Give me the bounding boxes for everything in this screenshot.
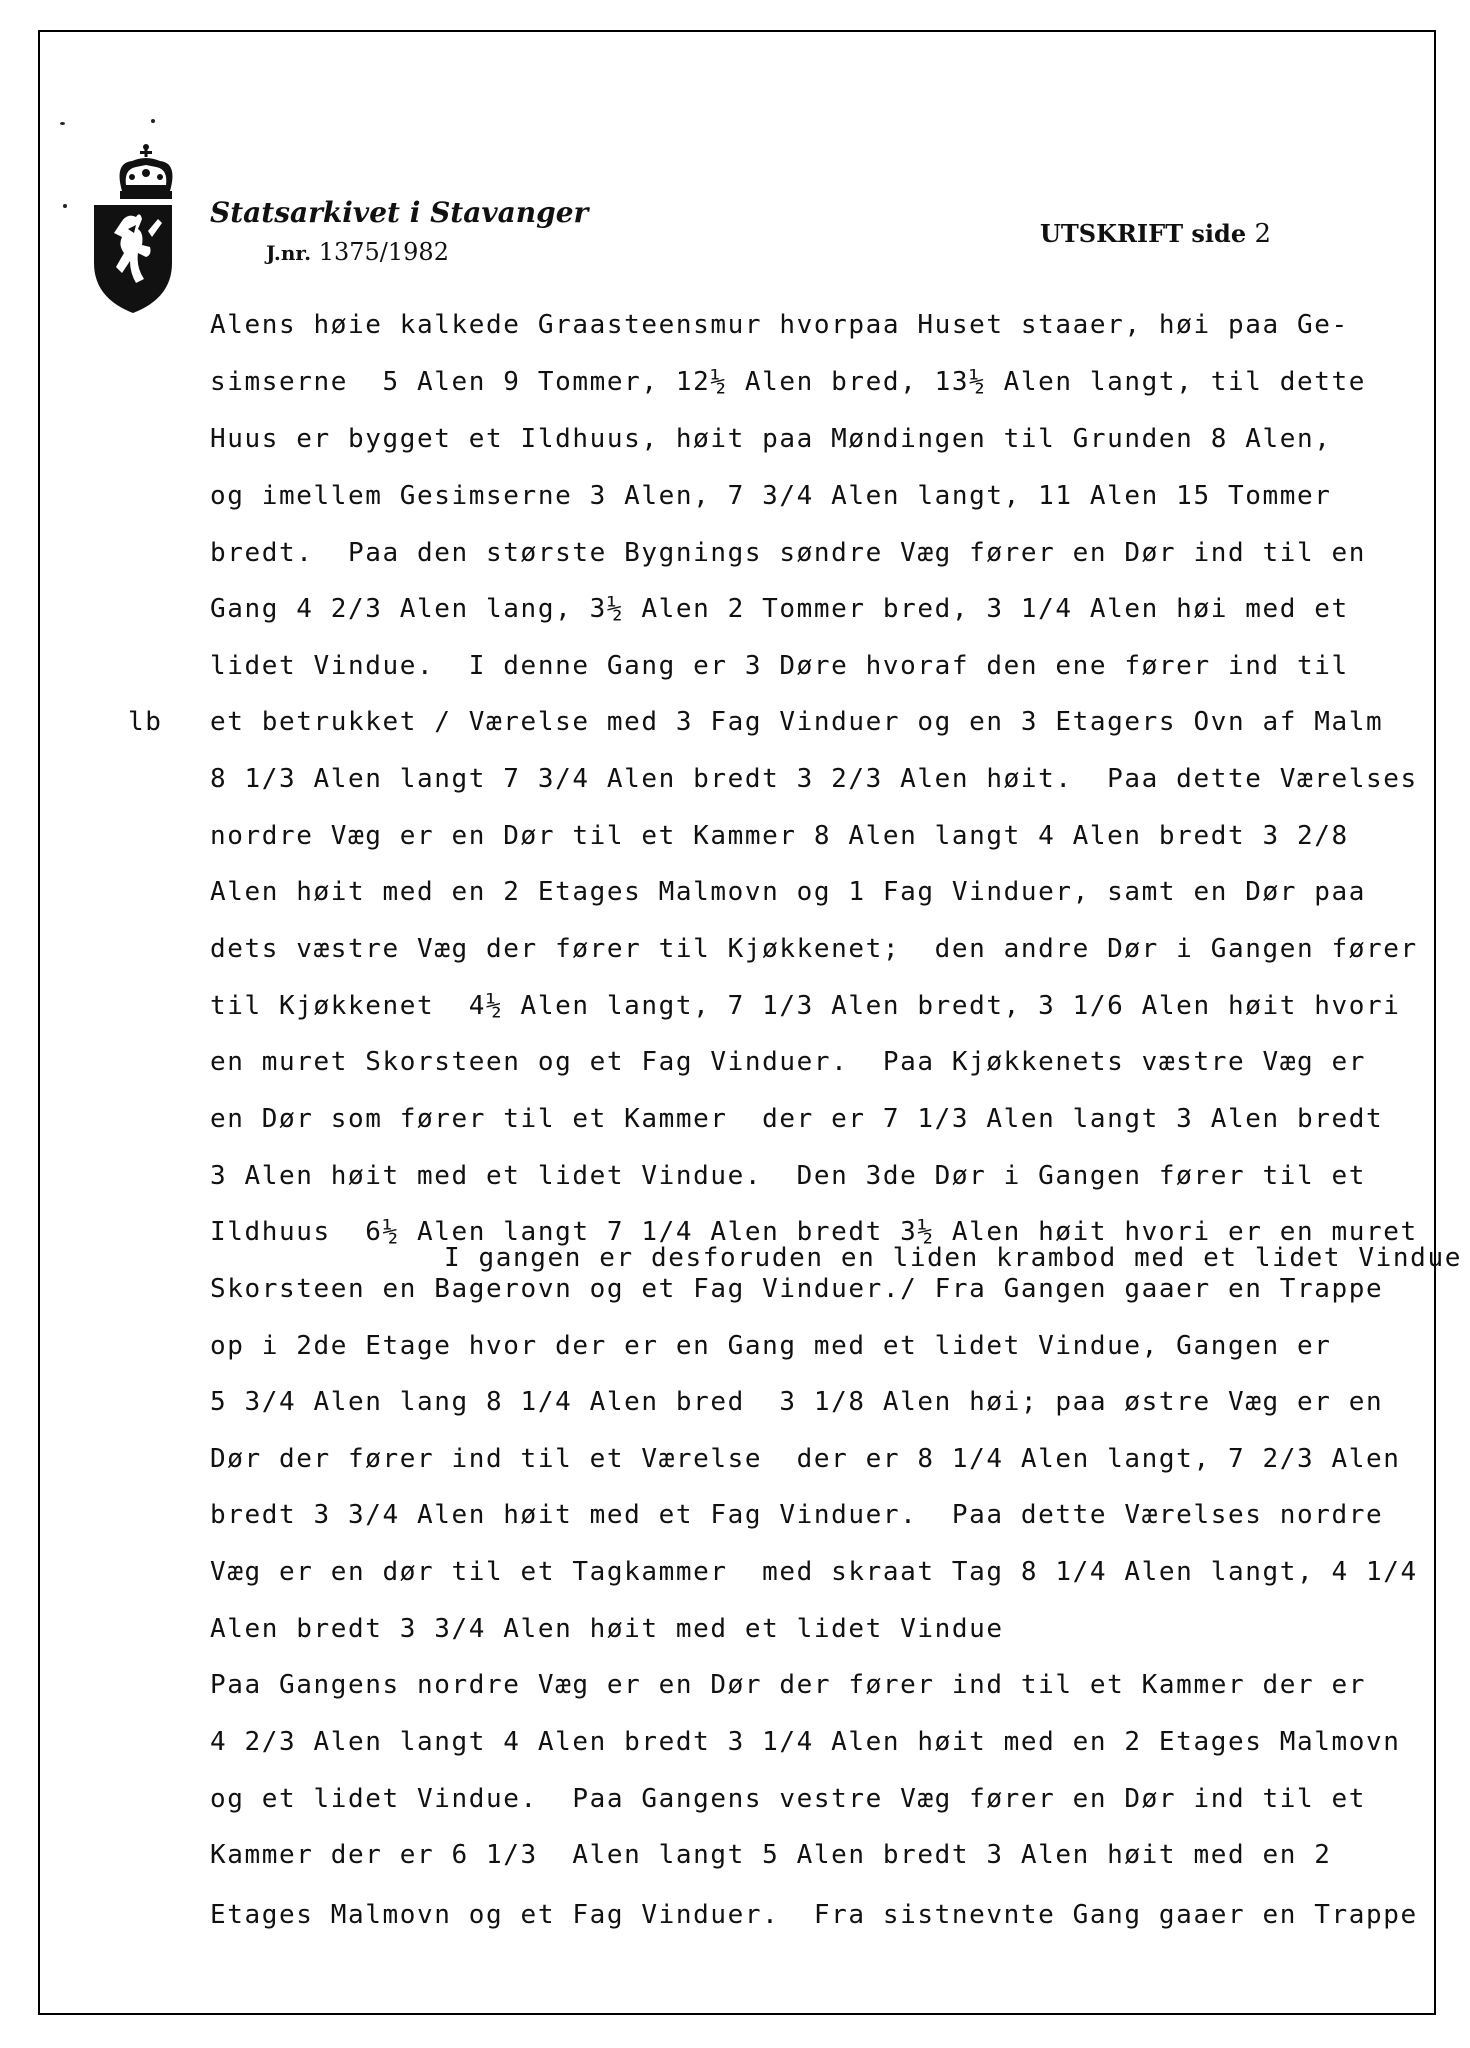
inserted-text-line: I gangen er desforuden en liden krambod med et lidet Vindue — [444, 1243, 1462, 1273]
text-line: 8 1/3 Alen langt 7 3/4 Alen bredt 3 2/3 Alen høit. Paa dette Værelses — [210, 764, 1418, 794]
text-line: Etages Malmovn og et Fag Vinduer. Fra sistnevnte Gang gaaer en Trappe — [210, 1900, 1418, 1930]
text-line: lidet Vindue. I denne Gang er 3 Døre hvoraf den ene fører ind til — [210, 651, 1349, 681]
scan-speck — [151, 119, 155, 123]
page-number: 2 — [1254, 219, 1272, 249]
text-line: bredt. Paa den største Bygnings søndre Væg fører en Dør ind til en — [210, 538, 1366, 568]
text-line: en Dør som fører til et Kammer der er 7 1/3 Alen langt 3 Alen bredt — [210, 1104, 1384, 1134]
text-line: Dør der fører ind til et Værelse der er 8 1/4 Alen langt, 7 2/3 Alen — [210, 1444, 1401, 1474]
text-line: 5 3/4 Alen lang 8 1/4 Alen bred 3 1/8 Alen høi; paa østre Væg er en — [210, 1387, 1384, 1417]
text-line: Paa Gangens nordre Væg er en Dør der fører ind til et Kammer der er — [210, 1670, 1366, 1700]
page-label: side — [1191, 219, 1247, 248]
text-line: et betrukket / Værelse med 3 Fag Vinduer og en 3 Etagers Ovn af Malm — [210, 707, 1384, 737]
journal-number-line — [266, 238, 449, 266]
text-line: simserne 5 Alen 9 Tommer, 12½ Alen bred, 13½ Alen langt, til dette — [210, 367, 1366, 397]
text-line: 4 2/3 Alen langt 4 Alen bredt 3 1/4 Alen høit med en 2 Etages Malmovn — [210, 1727, 1401, 1757]
text-line: Ildhuus 6½ Alen langt 7 1/4 Alen bredt 3½ Alen høit hvori er en muret — [210, 1217, 1418, 1247]
scan-speck — [60, 122, 65, 125]
text-line: til Kjøkkenet 4½ Alen langt, 7 1/3 Alen bredt, 3 1/6 Alen høit hvori — [210, 991, 1401, 1021]
text-line: Gang 4 2/3 Alen lang, 3½ Alen 2 Tommer bred, 3 1/4 Alen høi med et — [210, 594, 1349, 624]
text-line: og et lidet Vindue. Paa Gangens vestre Væg fører en Dør ind til et — [210, 1784, 1366, 1814]
text-line: bredt 3 3/4 Alen høit med et Fag Vinduer. Paa dette Værelses nordre — [210, 1500, 1384, 1530]
text-line: Alen høit med en 2 Etages Malmovn og 1 Fag Vinduer, samt en Dør paa — [210, 877, 1366, 907]
text-line: Kammer der er 6 1/3 Alen langt 5 Alen bredt 3 Alen høit med en 2 — [210, 1840, 1332, 1870]
text-line: og imellem Gesimserne 3 Alen, 7 3/4 Alen langt, 11 Alen 15 Tommer — [210, 481, 1332, 511]
text-line: Huus er bygget et Ildhuus, høit paa Møndingen til Grunden 8 Alen, — [210, 424, 1332, 454]
text-line: en muret Skorsteen og et Fag Vinduer. Paa Kjøkkenets væstre Væg er — [210, 1047, 1366, 1077]
journal-label: J.nr. — [266, 241, 312, 265]
scan-speck — [63, 204, 67, 208]
document-title — [1040, 219, 1271, 249]
text-line: Skorsteen en Bagerovn og et Fag Vinduer./ Fra Gangen gaaer en Trappe — [210, 1274, 1384, 1304]
journal-number: 1375/1982 — [318, 238, 449, 266]
text-line: op i 2de Etage hvor der er en Gang med et lidet Vindue, Gangen er — [210, 1331, 1332, 1361]
title-text: UTSKRIFT — [1040, 219, 1184, 248]
coat-of-arms-icon — [92, 133, 174, 313]
text-line: dets væstre Væg der fører til Kjøkkenet; den andre Dør i Gangen fører — [210, 934, 1418, 964]
text-line: 3 Alen høit med et lidet Vindue. Den 3de Dør i Gangen fører til et — [210, 1161, 1366, 1191]
text-line: Væg er en dør til et Tagkammer med skraat Tag 8 1/4 Alen langt, 4 1/4 — [210, 1557, 1418, 1587]
text-line: Alen bredt 3 3/4 Alen høit med et lidet Vindue — [210, 1614, 1004, 1644]
organization-name: Statsarkivet i Stavanger — [210, 196, 589, 229]
text-line: nordre Væg er en Dør til et Kammer 8 Alen langt 4 Alen bredt 3 2/8 — [210, 821, 1349, 851]
text-line: Alens høie kalkede Graasteensmur hvorpaa Huset staaer, høi paa Ge- — [210, 310, 1349, 340]
margin-note: lb — [128, 707, 163, 737]
